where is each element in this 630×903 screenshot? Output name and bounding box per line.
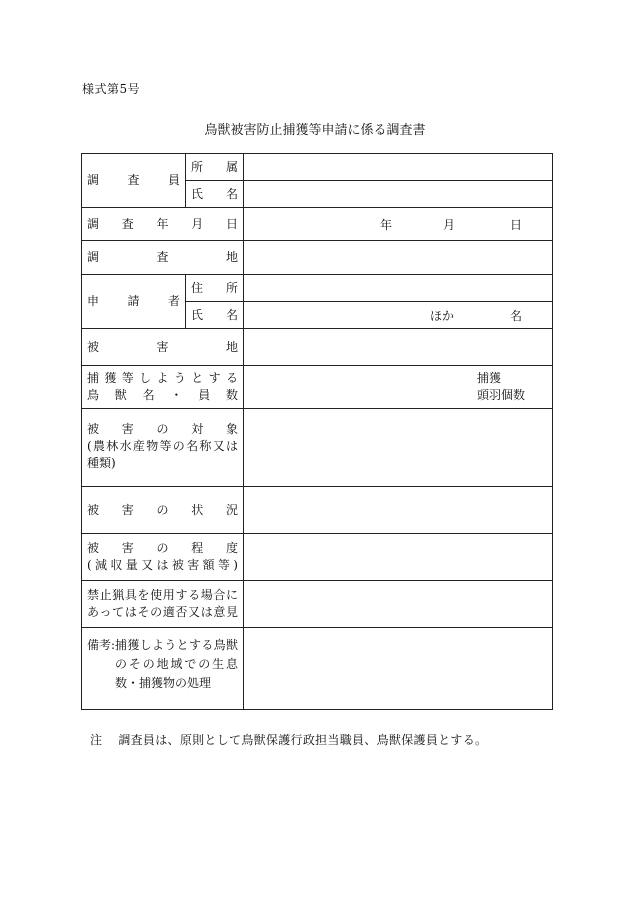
damaged-object-field[interactable] xyxy=(244,409,553,487)
investigator-name-label-cell xyxy=(186,181,244,208)
species-field[interactable] xyxy=(244,366,553,409)
row-damage-status xyxy=(82,487,553,534)
applicant-name-label: 氏名 xyxy=(191,307,238,322)
remarks-field[interactable] xyxy=(244,628,553,710)
damaged-object-label-cell xyxy=(82,409,244,487)
affiliation-field[interactable] xyxy=(244,154,553,181)
date-year-label: 年 xyxy=(379,217,392,232)
investigator-label-cell xyxy=(82,154,186,208)
damage-extent-label-line2: (減収量又は被害額等) xyxy=(87,558,238,572)
survey-form-table xyxy=(81,153,553,710)
row-applicant-address xyxy=(82,275,553,302)
row-survey-place xyxy=(82,241,553,275)
survey-place-label: 調査地 xyxy=(87,250,238,264)
damage-extent-field[interactable] xyxy=(244,534,553,581)
species-label-cell xyxy=(82,366,244,409)
survey-date-label: 調査年月日 xyxy=(87,216,238,231)
applicant-name-label-cell xyxy=(186,302,244,329)
remarks-body: 捕獲しようとする鳥獣のその地域での生息数・捕獲物の処理 xyxy=(115,638,238,690)
investigator-name-label: 氏名 xyxy=(191,186,238,201)
survey-place-label-cell xyxy=(82,241,244,275)
prohibited-gear-label-line2: あってはその適否又は意見 xyxy=(87,605,238,619)
prohibited-gear-label-cell xyxy=(82,581,244,628)
footnote xyxy=(90,731,487,748)
row-damage-extent xyxy=(82,534,553,581)
applicant-name-field[interactable] xyxy=(244,302,553,329)
survey-place-field[interactable] xyxy=(244,241,553,275)
date-month-label: 月 xyxy=(442,217,455,232)
survey-date-field[interactable] xyxy=(244,208,553,241)
damaged-place-label: 被害地 xyxy=(87,339,238,354)
prohibited-gear-label-line1: 禁止猟具を使用する場合に xyxy=(87,588,238,602)
row-remarks xyxy=(82,628,553,710)
species-label-line2: 鳥獣名・員数 xyxy=(87,388,238,402)
footnote-mark: 注 xyxy=(90,733,103,747)
row-prohibited-gear xyxy=(82,581,553,628)
row-survey-date xyxy=(82,208,553,241)
prohibited-gear-field[interactable] xyxy=(244,581,553,628)
applicant-address-field[interactable] xyxy=(244,275,553,302)
count-suffix-label: 名 xyxy=(509,308,522,323)
row-damaged-place xyxy=(82,329,553,366)
applicant-label-cell xyxy=(82,275,186,329)
address-label: 住所 xyxy=(191,280,238,295)
date-day-label: 日 xyxy=(509,217,522,232)
species-label-line1: 捕獲等しようとする xyxy=(87,371,238,385)
damage-extent-label-cell xyxy=(82,534,244,581)
damaged-object-label-line2: (農林水産物等の名称又は xyxy=(87,439,238,453)
damaged-place-label-cell xyxy=(82,329,244,366)
affiliation-label: 所属 xyxy=(191,159,238,174)
damaged-place-field[interactable] xyxy=(244,329,553,366)
damage-status-label: 被害の状況 xyxy=(87,502,238,517)
row-species xyxy=(82,366,553,409)
units-label: 頭羽個数 xyxy=(477,388,526,402)
damage-status-label-cell xyxy=(82,487,244,534)
remarks-label-cell xyxy=(82,628,244,710)
remarks-head: 備考: xyxy=(87,638,116,652)
row-damaged-object xyxy=(82,409,553,487)
footnote-text: 調査員は、原則として鳥獣保護行政担当職員、鳥獣保護員とする。 xyxy=(118,733,488,747)
document-title: 鳥獣被害防止捕獲等申請に係る調査書 xyxy=(204,123,426,138)
investigator-name-field[interactable] xyxy=(244,181,553,208)
address-label-cell xyxy=(186,275,244,302)
form-number: 様式第5号 xyxy=(82,82,141,96)
others-label: ほか xyxy=(429,308,454,323)
investigator-label: 調査員 xyxy=(87,173,180,187)
damage-extent-label-line1: 被害の程度 xyxy=(87,541,238,555)
capture-label: 捕獲 xyxy=(477,371,502,385)
damage-status-field[interactable] xyxy=(244,487,553,534)
affiliation-label-cell xyxy=(186,154,244,181)
row-investigator-affiliation xyxy=(82,154,553,181)
survey-date-label-cell xyxy=(82,208,244,241)
damaged-object-label-line3: 種類) xyxy=(87,456,116,470)
damaged-object-label-line1: 被害の対象 xyxy=(87,422,238,436)
applicant-label: 申請者 xyxy=(87,294,180,308)
